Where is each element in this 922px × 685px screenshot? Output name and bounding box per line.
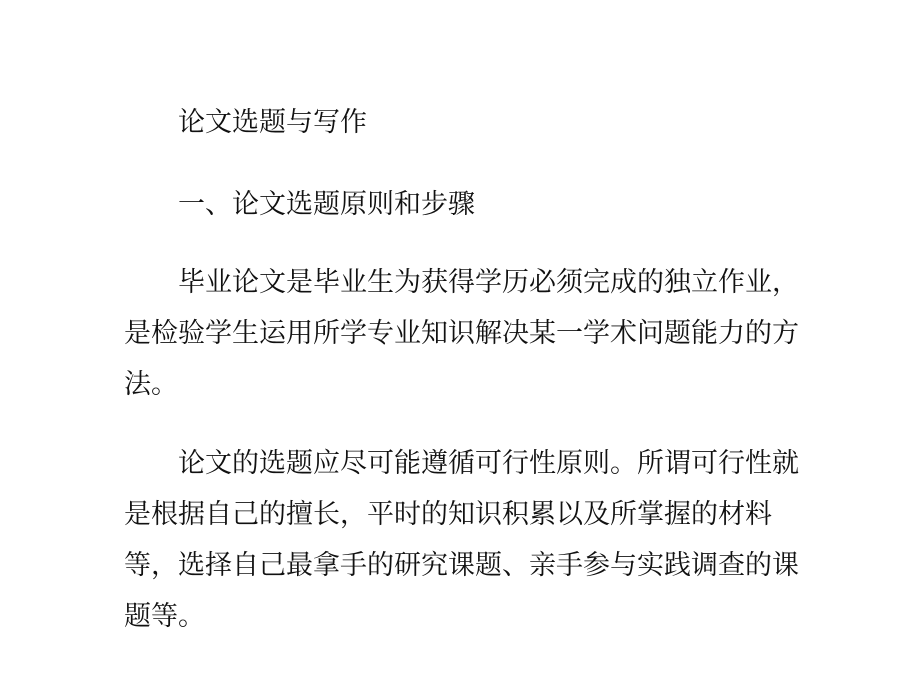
paragraph-2: 论文的选题应尽可能遵循可行性原则。所谓可行性就是根据自己的擅长，平时的知识积累以及所掌握的材料等，选择自己最拿手的研究课题、亲手参与实践调查的课题等。 [124, 448, 799, 632]
section-heading: 一、论文选题原则和步骤 [178, 189, 475, 220]
document-title: 论文选题与写作 [178, 107, 367, 138]
paragraph-1: 毕业论文是毕业生为获得学历必须完成的独立作业，是检验学生运用所学专业知识解决某一学术问题能力的方法。 [124, 267, 799, 400]
